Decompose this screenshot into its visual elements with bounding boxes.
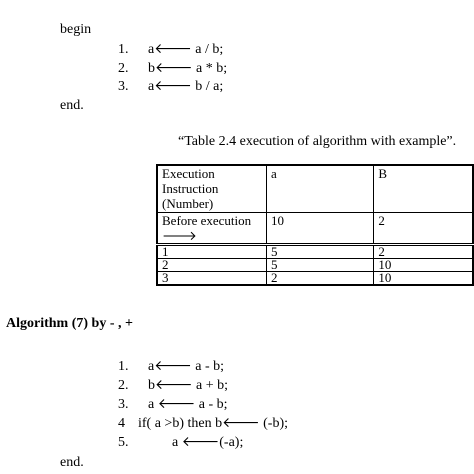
table-caption: “Table 2.4 execution of algorithm with example”. [178, 134, 457, 149]
step-number: 2. [118, 378, 129, 393]
table-row [157, 245, 473, 259]
step-text: b🡐 a * b; [148, 61, 228, 76]
table-cell-b: 10 [374, 259, 473, 272]
step-number: 2. [118, 61, 129, 76]
before-execution-cell [157, 213, 267, 245]
execution-table [156, 164, 474, 286]
table-cell-b: 2 [374, 213, 473, 245]
table-cell-step: 3 [157, 272, 267, 286]
table-header-row [157, 165, 473, 213]
table-cell-b: 2 [374, 245, 473, 259]
algorithm-7-heading: Algorithm (7) by - , + [6, 316, 133, 331]
step-text: a🡐 a - b; [148, 359, 225, 374]
step-number: 3. [118, 397, 129, 412]
table-row-before [157, 213, 473, 245]
step-text: a 🡐 a - b; [148, 397, 228, 412]
step-text: a 🡐(-a); [172, 435, 244, 450]
header-cell-a: a [267, 165, 374, 213]
end-keyword: end. [60, 98, 84, 113]
step-text: a🡐 b / a; [148, 79, 224, 94]
header-cell-b: B [374, 165, 473, 213]
table-row [157, 259, 473, 272]
step-number: 1. [118, 359, 129, 374]
step-number: 5. [118, 435, 129, 450]
table-cell-step: 1 [157, 245, 267, 259]
step-text: if( a >b) then b🡐 (-b); [138, 416, 289, 431]
step-number: 3. [118, 79, 129, 94]
table-cell-b: 10 [374, 272, 473, 286]
table-row [157, 272, 473, 286]
right-arrow-icon: 🡒 [162, 228, 197, 243]
table-cell-a: 5 [267, 245, 374, 259]
table-cell-step: 2 [157, 259, 267, 272]
table-cell-a: 5 [267, 259, 374, 272]
step-number: 1. [118, 42, 129, 57]
step-text: a🡐 a / b; [148, 42, 224, 57]
step-text: b🡐 a + b; [148, 378, 229, 393]
header-cell-instruction: Execution Instruction (Number) [157, 165, 267, 213]
table-cell-a: 2 [267, 272, 374, 286]
before-execution-label: Before execution [162, 213, 252, 228]
begin-keyword: begin [60, 22, 92, 37]
table-cell-a: 10 [267, 213, 374, 245]
end-keyword: end. [60, 455, 84, 470]
step-number: 4 [118, 416, 125, 431]
